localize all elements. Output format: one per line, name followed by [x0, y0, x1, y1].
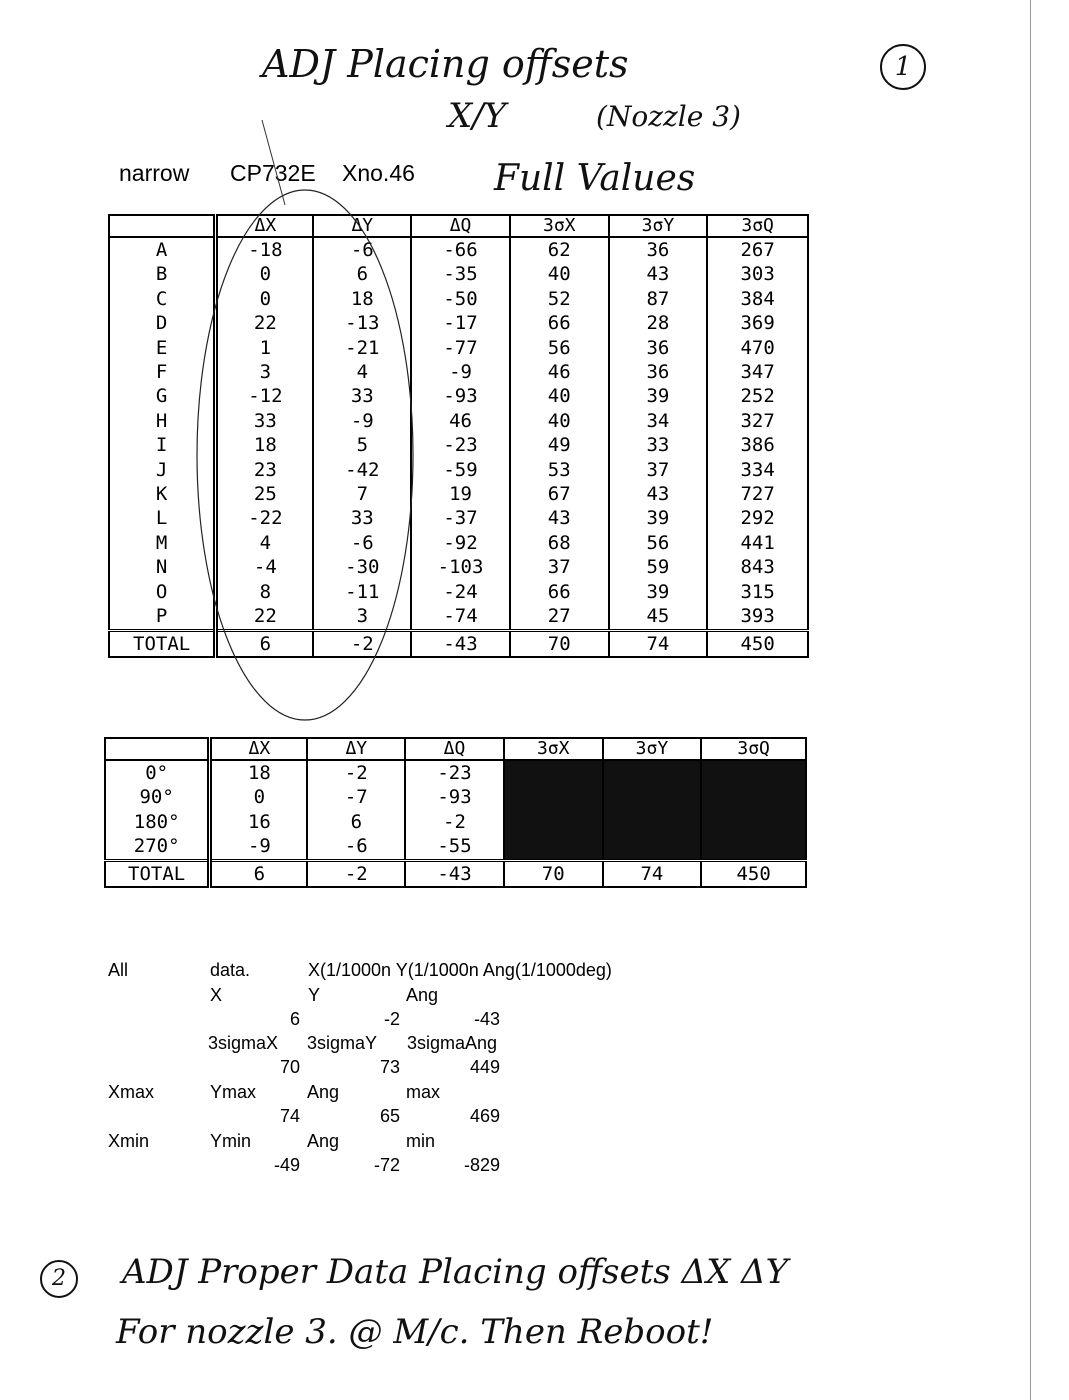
- table-cell: -22: [216, 506, 314, 530]
- handwritten-title: ADJ Placing offsets: [262, 42, 629, 86]
- table-cell: 7: [313, 482, 411, 506]
- table-cell: 470: [707, 336, 808, 360]
- table-cell: 0: [210, 785, 308, 809]
- table-cell: 43: [510, 506, 609, 530]
- summary-ymax-label: Ymax: [210, 1082, 257, 1102]
- table-cell: -9: [313, 409, 411, 433]
- table-cell: 441: [707, 531, 808, 555]
- row-label: D: [109, 311, 216, 335]
- summary-angmin-label-a: Ang: [307, 1131, 340, 1151]
- summary-header-ang: Ang: [406, 985, 439, 1005]
- table-cell: -50: [411, 287, 510, 311]
- table-cell: -23: [411, 433, 510, 457]
- table-cell: -6: [307, 834, 405, 860]
- table-cell: 46: [510, 360, 609, 384]
- table-cell: 303: [707, 262, 808, 286]
- table-cell: 33: [609, 433, 708, 457]
- table-cell: -11: [313, 580, 411, 604]
- table-cell: 52: [510, 287, 609, 311]
- table-cell: 8: [216, 580, 314, 604]
- table-cell: 62: [510, 237, 609, 262]
- table-cell: -7: [307, 785, 405, 809]
- table-cell: 369: [707, 311, 808, 335]
- table-cell: 18: [216, 433, 314, 457]
- total-cell: -2: [307, 860, 405, 887]
- total-label: TOTAL: [109, 630, 216, 657]
- table-cell: -13: [313, 311, 411, 335]
- table-cell: 1: [216, 336, 314, 360]
- table-cell: -4: [216, 555, 314, 579]
- column-header: 3σQ: [707, 215, 808, 237]
- column-header: 3σX: [510, 215, 609, 237]
- table-cell: -103: [411, 555, 510, 579]
- row-label: B: [109, 262, 216, 286]
- total-cell: 6: [210, 860, 308, 887]
- total-cell: 70: [504, 860, 603, 887]
- handwritten-xy: X/Y: [448, 96, 507, 136]
- row-label: O: [109, 580, 216, 604]
- table-cell: 33: [216, 409, 314, 433]
- summary-header-3sigmay: 3sigmaY: [307, 1033, 378, 1053]
- table-cell: 59: [609, 555, 708, 579]
- column-header: 3σY: [609, 215, 708, 237]
- table-cell: 56: [510, 336, 609, 360]
- table-cell: 43: [609, 482, 708, 506]
- table-cell: 36: [609, 336, 708, 360]
- table-cell: 315: [707, 580, 808, 604]
- table-cell: 67: [510, 482, 609, 506]
- table-cell: -17: [411, 311, 510, 335]
- table-cell: -55: [405, 834, 504, 860]
- column-header: ΔY: [313, 215, 411, 237]
- total-label: TOTAL: [105, 860, 210, 887]
- column-header: ΔY: [307, 738, 405, 760]
- table-cell: 39: [609, 384, 708, 408]
- column-header: 3σX: [504, 738, 603, 760]
- table-cell: -74: [411, 604, 510, 630]
- table-cell: 37: [609, 458, 708, 482]
- summary-value-angmin: -829: [463, 1155, 500, 1175]
- total-cell: 450: [701, 860, 806, 887]
- row-label: 90°: [105, 785, 210, 809]
- summary-value-3sigmax: 70: [279, 1057, 300, 1077]
- table-cell: 39: [609, 580, 708, 604]
- table-cell: 36: [609, 237, 708, 262]
- table-cell: 4: [216, 531, 314, 555]
- column-header: 3σY: [603, 738, 702, 760]
- summary-value-xmin: -49: [273, 1155, 300, 1175]
- table-cell: 393: [707, 604, 808, 630]
- table-cell: -18: [216, 237, 314, 262]
- table-cell: 87: [609, 287, 708, 311]
- row-label: J: [109, 458, 216, 482]
- row-label: E: [109, 336, 216, 360]
- table-cell: 347: [707, 360, 808, 384]
- summary-header-3sigmaang: 3sigmaAng: [407, 1033, 498, 1053]
- row-label: C: [109, 287, 216, 311]
- table-cell: 5: [313, 433, 411, 457]
- table-cell: 3: [216, 360, 314, 384]
- table-cell: 18: [210, 760, 308, 785]
- table-cell: -21: [313, 336, 411, 360]
- table-cell: -92: [411, 531, 510, 555]
- summary-value-ang: -43: [473, 1009, 500, 1029]
- table-cell: 36: [609, 360, 708, 384]
- handwritten-footer-line2: For nozzle 3. @ M/c. Then Reboot!: [116, 1312, 714, 1352]
- table-cell: 22: [216, 604, 314, 630]
- table-cell: 6: [313, 262, 411, 286]
- table-cell: -37: [411, 506, 510, 530]
- summary-header-3sigmax: 3sigmaX: [208, 1033, 279, 1053]
- table-cell: 66: [510, 311, 609, 335]
- handwritten-full-values: Full Values: [494, 158, 696, 199]
- total-cell: 74: [609, 630, 708, 657]
- row-label: F: [109, 360, 216, 384]
- table-cell: -6: [313, 237, 411, 262]
- table-cell: 25: [216, 482, 314, 506]
- table-cell: 56: [609, 531, 708, 555]
- table-cell: 45: [609, 604, 708, 630]
- column-header: ΔX: [210, 738, 308, 760]
- row-label: K: [109, 482, 216, 506]
- summary-angmax-label-a: Ang: [307, 1082, 340, 1102]
- table-cell: 53: [510, 458, 609, 482]
- table-cell: 22: [216, 311, 314, 335]
- table-cell: 40: [510, 262, 609, 286]
- ellipse-mark: [197, 190, 413, 720]
- table-cell: 40: [510, 384, 609, 408]
- table-cell: 18: [313, 287, 411, 311]
- page-number-circle: 1: [880, 44, 926, 90]
- table-cell: 0: [216, 287, 314, 311]
- table-cell: -9: [210, 834, 308, 860]
- summary-data-label: data.: [210, 960, 251, 980]
- handwritten-nozzle: (Nozzle 3): [596, 100, 741, 133]
- summary-value-ymin: -72: [373, 1155, 400, 1175]
- table-cell: -59: [411, 458, 510, 482]
- table-cell: -23: [405, 760, 504, 785]
- mode-label: narrow: [119, 160, 190, 186]
- summary-value-y: -2: [383, 1009, 400, 1029]
- table-cell: 384: [707, 287, 808, 311]
- row-label: G: [109, 384, 216, 408]
- row-label: P: [109, 604, 216, 630]
- total-cell: -43: [405, 860, 504, 887]
- table-cell: 843: [707, 555, 808, 579]
- table-cell: -93: [411, 384, 510, 408]
- table-cell: 66: [510, 580, 609, 604]
- table-cell: 6: [307, 810, 405, 834]
- table-cell: 27: [510, 604, 609, 630]
- table-cell: 292: [707, 506, 808, 530]
- table-cell: 334: [707, 458, 808, 482]
- total-cell: 450: [707, 630, 808, 657]
- summary-xmax-label: Xmax: [108, 1082, 155, 1102]
- table-cell: 252: [707, 384, 808, 408]
- table-cell: 727: [707, 482, 808, 506]
- column-header: ΔQ: [405, 738, 504, 760]
- table-cell: -35: [411, 262, 510, 286]
- summary-angmin-label-b: min: [406, 1131, 436, 1151]
- summary-angmax-label-b: max: [406, 1082, 441, 1102]
- table-cell: 3: [313, 604, 411, 630]
- row-label: L: [109, 506, 216, 530]
- table-cell: -6: [313, 531, 411, 555]
- summary-xmin-label: Xmin: [108, 1131, 150, 1151]
- table-cell: 386: [707, 433, 808, 457]
- table-cell: 4: [313, 360, 411, 384]
- table-cell: 68: [510, 531, 609, 555]
- table-cell: 28: [609, 311, 708, 335]
- table-cell: -42: [313, 458, 411, 482]
- total-cell: 70: [510, 630, 609, 657]
- total-cell: 6: [216, 630, 314, 657]
- table-cell: -77: [411, 336, 510, 360]
- table-cell: -2: [307, 760, 405, 785]
- row-label: 180°: [105, 810, 210, 834]
- summary-header-y: Y: [308, 985, 321, 1005]
- total-cell: -43: [411, 630, 510, 657]
- column-header: ΔX: [216, 215, 314, 237]
- row-label: 270°: [105, 834, 210, 860]
- table-cell: 33: [313, 384, 411, 408]
- table-cell: 37: [510, 555, 609, 579]
- summary-value-xmax: 74: [279, 1106, 300, 1126]
- row-label: M: [109, 531, 216, 555]
- summary-value-angmax: 469: [469, 1106, 500, 1126]
- table-cell: -9: [411, 360, 510, 384]
- table-cell: 43: [609, 262, 708, 286]
- summary-value-x: 6: [289, 1009, 300, 1029]
- row-label: A: [109, 237, 216, 262]
- row-label: N: [109, 555, 216, 579]
- table-cell: -30: [313, 555, 411, 579]
- table-cell: 49: [510, 433, 609, 457]
- row-label: I: [109, 433, 216, 457]
- row-label: 0°: [105, 760, 210, 785]
- table-cell: 19: [411, 482, 510, 506]
- row-label: H: [109, 409, 216, 433]
- total-cell: 74: [603, 860, 702, 887]
- table-cell: 327: [707, 409, 808, 433]
- column-header: ΔQ: [411, 215, 510, 237]
- xno-label: Xno.46: [342, 160, 415, 186]
- summary-units: X(1/1000n Y(1/1000n Ang(1/1000deg): [308, 960, 612, 980]
- model-label: CP732E: [230, 160, 316, 186]
- summary-ymin-label: Ymin: [210, 1131, 252, 1151]
- summary-value-3sigmay: 73: [379, 1057, 400, 1077]
- summary-all-label: All: [108, 960, 129, 980]
- table-cell: 16: [210, 810, 308, 834]
- summary-value-ymax: 65: [379, 1106, 400, 1126]
- table-cell: 34: [609, 409, 708, 433]
- table-cell: -2: [405, 810, 504, 834]
- table-cell: -66: [411, 237, 510, 262]
- table-cell: 46: [411, 409, 510, 433]
- table-cell: 39: [609, 506, 708, 530]
- summary-value-3sigmaang: 449: [469, 1057, 500, 1077]
- table-cell: 23: [216, 458, 314, 482]
- table-cell: 33: [313, 506, 411, 530]
- handwritten-footer-line1: ADJ Proper Data Placing offsets ΔX ΔY: [122, 1252, 789, 1292]
- table-cell: 0: [216, 262, 314, 286]
- table-cell: -12: [216, 384, 314, 408]
- table-cell: -93: [405, 785, 504, 809]
- footer-number-circle: 2: [40, 1260, 78, 1298]
- column-header: 3σQ: [701, 738, 806, 760]
- table-cell: 267: [707, 237, 808, 262]
- table-cell: 40: [510, 409, 609, 433]
- summary-header-x: X: [210, 985, 223, 1005]
- total-cell: -2: [313, 630, 411, 657]
- pointer-line: [262, 120, 285, 205]
- table-cell: -24: [411, 580, 510, 604]
